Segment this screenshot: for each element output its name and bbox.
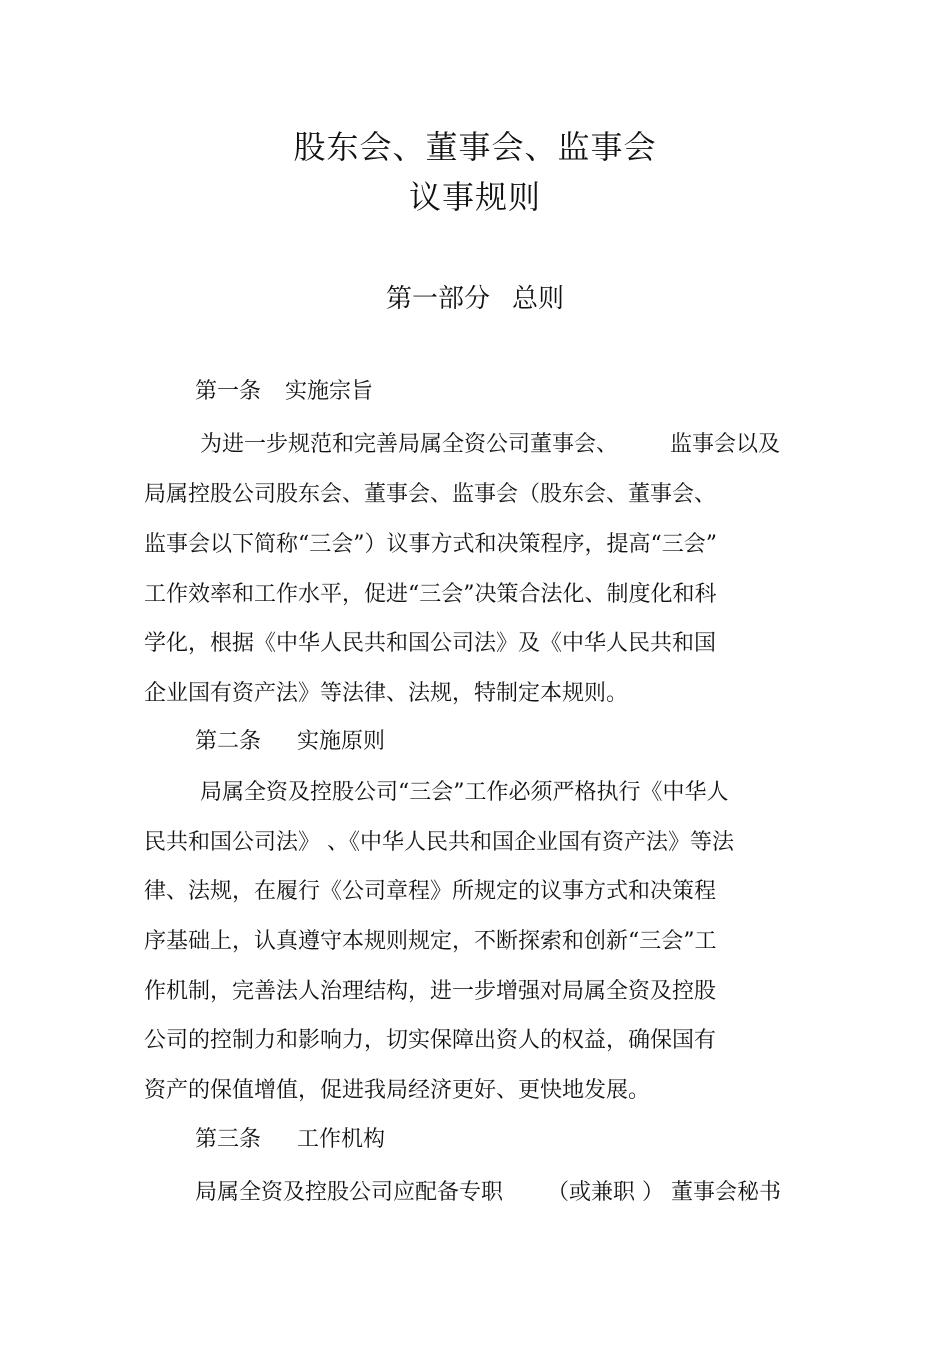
article-number: 第二条 [195, 729, 262, 754]
article-number: 第一条 [195, 379, 262, 404]
part-heading-name: 总则 [512, 284, 565, 314]
paragraph-line: 作机制，完善法人治理结构，进一步增强对局属全资及控股 [144, 979, 717, 1004]
paragraph-line: 公司的控制力和影响力，切实保障出资人的权益，确保国有 [144, 1028, 717, 1053]
paragraph-line [200, 430, 780, 460]
text-segment: （或兼职 ） 董事会秘书 [547, 1180, 782, 1205]
article-title: 工作机构 [297, 1127, 386, 1152]
document-title-line-1: 股东会、董事会、监事会 [293, 128, 657, 166]
paragraph-line: 民共和国公司法》 、《中华人民共和国企业国有资产法》等法 [144, 830, 734, 855]
paragraph-line: 律、法规，在履行《公司章程》所规定的议事方式和决策程 [144, 879, 717, 904]
article-heading [195, 377, 373, 407]
part-heading-label: 第一部分 [385, 284, 490, 314]
paragraph-line: 序基础上，认真遵守本规则规定，不断探索和创新“三会”工 [144, 929, 717, 954]
paragraph-line: 资产的保值增值，促进我局经济更好、更快地发展。 [144, 1078, 651, 1103]
paragraph-line: 学化，根据《中华人民共和国公司法》及《中华人民共和国 [144, 631, 717, 656]
paragraph-line: 企业国有资产法》等法律、法规，特制定本规则。 [144, 681, 629, 706]
paragraph-line [195, 1178, 781, 1208]
article-number: 第三条 [195, 1127, 262, 1152]
document-title-line-2: 议事规则 [408, 178, 541, 216]
paragraph-line: 局属控股公司股东会、董事会、监事会（股东会、董事会、 [144, 482, 717, 507]
article-heading [195, 1125, 385, 1155]
text-segment: 监事会以及 [670, 432, 781, 457]
paragraph-line: 局属全资及控股公司“三会”工作必须严格执行《中华人 [200, 780, 729, 805]
part-heading [0, 278, 950, 315]
paragraph-line: 监事会以下简称“三会”）议事方式和决策程序，提高“三会” [144, 532, 717, 557]
article-title: 实施原则 [297, 729, 386, 754]
text-segment: 局属全资及控股公司应配备专职 [195, 1180, 504, 1205]
article-heading [195, 727, 385, 757]
text-segment: 为进一步规范和完善局属全资公司董事会、 [200, 432, 619, 457]
paragraph-line: 工作效率和工作水平，促进“三会”决策合法化、制度化和科 [144, 582, 717, 607]
article-title: 实施宗旨 [285, 379, 374, 404]
